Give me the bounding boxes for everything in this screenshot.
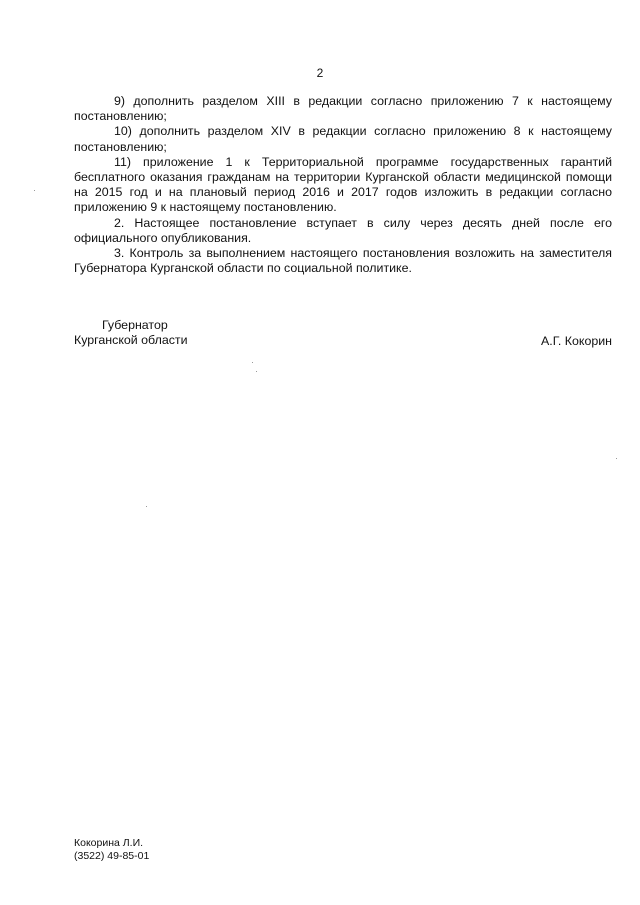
paragraph-effective-date: 2. Настоящее постановление вступает в силу через десять дней после его официального опубликования. [74, 215, 612, 245]
executor-footer [74, 837, 149, 863]
signatory-name: А.Г. Кокорин [540, 334, 612, 348]
scan-speck [616, 458, 617, 459]
paragraph-item-9: 9) дополнить разделом XIII в редакции согласно приложению 7 к настоящему постановлению; [74, 94, 612, 124]
signatory-title: Губернатор [102, 318, 168, 332]
scan-speck [146, 506, 147, 507]
paragraph-item-11: 11) приложение 1 к Территориальной программе государственных гарантий бесплатного оказания гражданам на территории Курганской области медицинской помощи на 2015 год и на плановый период 2016 и 2017 годов изложить в редакции согласно приложению 9 к настоящему постановлению. [74, 154, 612, 215]
paragraph-control: 3. Контроль за выполнением настоящего постановления возложить на заместителя Губернатора Курганской области по социальной политике. [74, 246, 612, 276]
paragraph-item-10: 10) дополнить разделом XIV в редакции согласно приложению 8 к настоящему постановлению; [74, 124, 612, 154]
signatory-position [74, 318, 188, 349]
executor-name: Кокорина Л.И. [74, 837, 144, 849]
document-body [74, 94, 612, 276]
scan-speck [252, 362, 253, 363]
signatory-region: Курганской области [74, 333, 188, 348]
scan-speck [34, 190, 35, 191]
scan-speck [256, 371, 257, 372]
page-number: 2 [316, 66, 324, 80]
executor-phone: (3522) 49-85-01 [74, 850, 150, 862]
